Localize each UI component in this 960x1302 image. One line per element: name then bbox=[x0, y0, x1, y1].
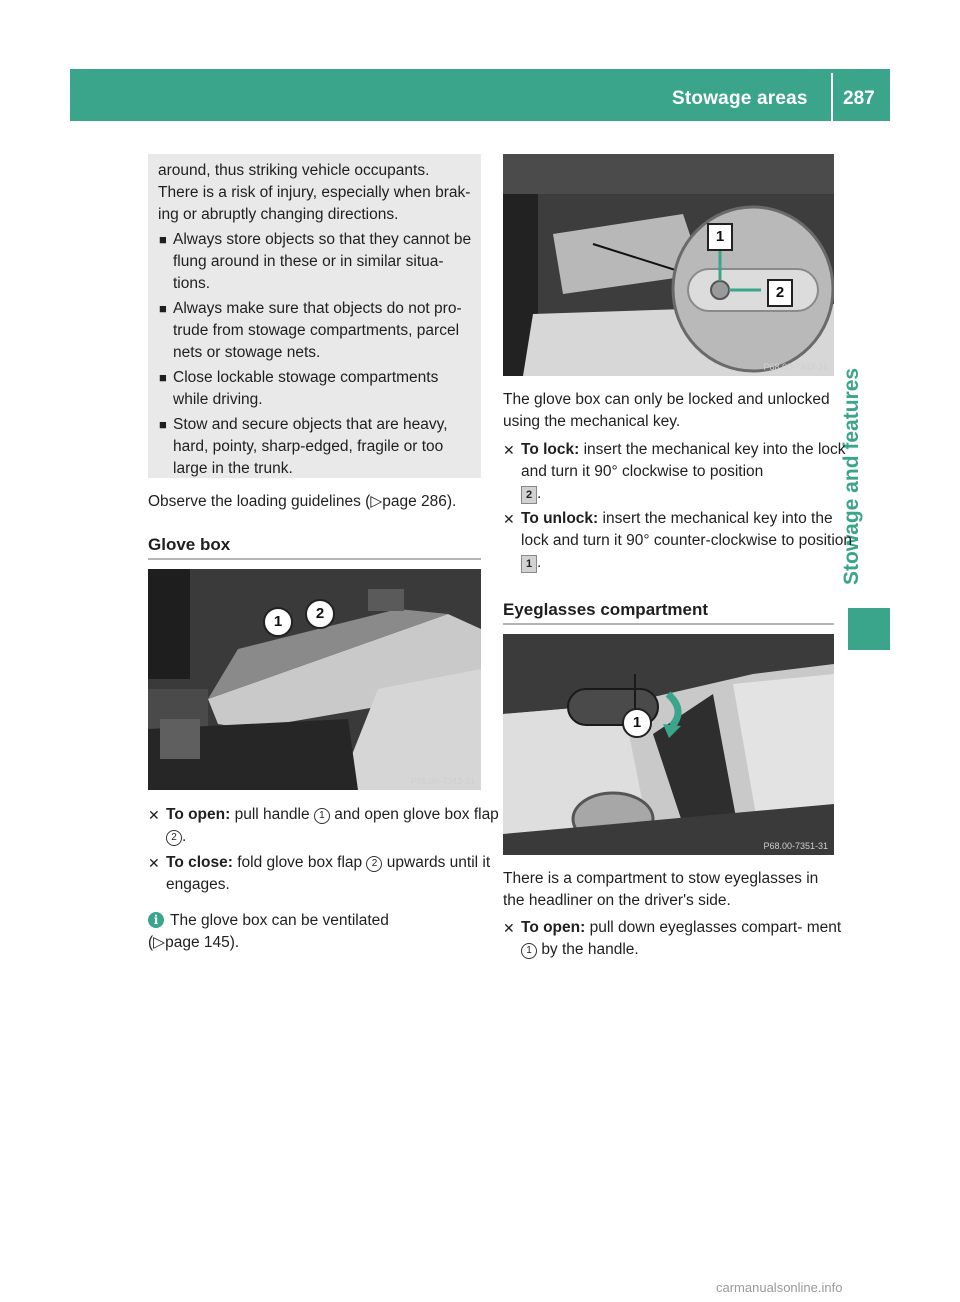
page-ref-arrow-icon: ▷ bbox=[370, 493, 383, 510]
warning-bullet: ■ Stow and secure objects that are heavy, hard, pointy, sharp-edged, fragile or too large in the trunk. bbox=[159, 416, 448, 477]
bullet-icon: ■ bbox=[159, 301, 167, 316]
page-number: 287 bbox=[843, 88, 875, 109]
lock-intro: The glove box can only be locked and unlocked using the mechanical key. bbox=[503, 391, 830, 430]
callout-compartment: 1 bbox=[622, 708, 652, 738]
side-tab-label: Stowage and features bbox=[840, 367, 863, 585]
step-close-glove-box: ✕ To close: fold glove box flap 2 upwards until it engages. bbox=[148, 854, 491, 893]
page-link[interactable]: page 145). bbox=[165, 934, 240, 951]
eyeglasses-figure bbox=[503, 634, 834, 855]
step-arrow-icon: ✕ bbox=[148, 855, 160, 871]
callout-flap: 2 bbox=[305, 599, 335, 629]
step-arrow-icon: ✕ bbox=[503, 920, 515, 936]
warning-intro: around, thus striking vehicle occupants. There is a risk of injury, especially when brak- ing or abruptly changing directions. bbox=[158, 162, 471, 223]
callout-ref: 1 bbox=[314, 808, 330, 824]
page-section-title: Stowage areas bbox=[672, 88, 808, 109]
header-divider bbox=[831, 73, 833, 121]
eyeglasses-intro: There is a compartment to stow eyeglasses in the headliner on the driver's side. bbox=[503, 870, 819, 909]
warning-bullet: ■ Always store objects so that they cannot be flung around in these or in similar situa- tions. bbox=[159, 231, 472, 292]
side-tab-marker bbox=[848, 608, 890, 650]
footer-watermark: carmanualsonline.info bbox=[716, 1280, 843, 1295]
callout-handle: 1 bbox=[263, 607, 293, 637]
bullet-icon: ■ bbox=[159, 417, 167, 432]
bullet-icon: ■ bbox=[159, 232, 167, 247]
position-ref: 1 bbox=[521, 555, 537, 573]
callout-ref: 2 bbox=[366, 856, 382, 872]
eyeglasses-heading: Eyeglasses compartment bbox=[503, 600, 709, 619]
step-unlock: ✕ To unlock: insert the mechanical key into the lock and turn it 90° counter-clockwise to position 1 . bbox=[503, 510, 853, 571]
page-link[interactable]: page 286). bbox=[382, 493, 457, 510]
lock-illustration bbox=[503, 154, 834, 376]
warning-bullet: ■ Always make sure that objects do not pro- trude from stowage compartments, parcel nets or stowage nets. bbox=[159, 300, 462, 361]
callout-position-2: 2 bbox=[767, 279, 793, 307]
eyeglasses-illustration bbox=[503, 634, 834, 855]
glove-box-lock-figure bbox=[503, 154, 834, 376]
callout-ref: 2 bbox=[166, 830, 182, 846]
step-lock: ✕ To lock: insert the mechanical key into the lock and turn it 90° clockwise to position 2 . bbox=[503, 441, 846, 502]
bullet-icon: ■ bbox=[159, 370, 167, 385]
info-icon: i bbox=[148, 912, 164, 928]
section-rule bbox=[503, 623, 834, 625]
step-arrow-icon: ✕ bbox=[503, 442, 515, 458]
figure-id: P68.00-7343-31 bbox=[763, 362, 828, 372]
warning-bullet: ■ Close lockable stowage compartments while driving. bbox=[159, 369, 439, 408]
section-rule bbox=[148, 558, 481, 560]
step-open-glove-box: ✕ To open: pull handle 1 and open glove box flap 2 . bbox=[148, 806, 499, 845]
glove-box-heading: Glove box bbox=[148, 535, 231, 554]
callout-ref: 1 bbox=[521, 943, 537, 959]
glove-box-figure bbox=[148, 569, 481, 790]
loading-guidelines-note: Observe the loading guidelines (▷page 286). bbox=[148, 493, 457, 510]
step-arrow-icon: ✕ bbox=[503, 511, 515, 527]
page-ref-arrow-icon: ▷ bbox=[153, 934, 166, 951]
step-arrow-icon: ✕ bbox=[148, 807, 160, 823]
info-note: i The glove box can be ventilated (▷page 145). bbox=[148, 912, 389, 951]
figure-id: P68.00-7342-31 bbox=[410, 776, 475, 786]
figure-id: P68.00-7351-31 bbox=[763, 841, 828, 851]
position-ref: 2 bbox=[521, 486, 537, 504]
step-open-eyeglasses: ✕ To open: pull down eyeglasses compart- ment 1 by the handle. bbox=[503, 919, 842, 958]
warning-box bbox=[148, 154, 481, 478]
callout-position-1: 1 bbox=[707, 223, 733, 251]
